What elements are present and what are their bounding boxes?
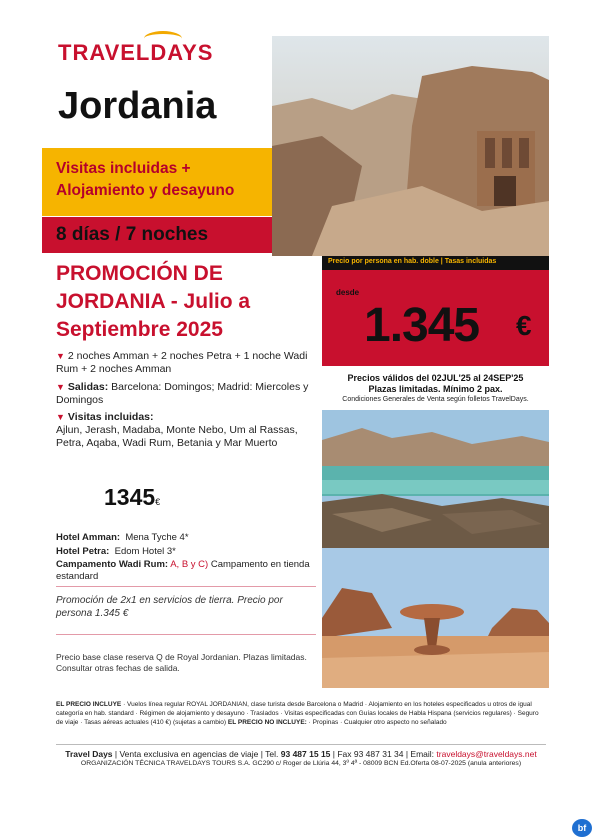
price-currency: € [516,310,532,341]
left-price: 1345€ [104,484,161,510]
footer-contact: Travel Days | Venta exclusiva en agencias de viaje | Tel. 93 487 15 15 | Fax 93 487 31 34 | Email: traveldays@traveldays.net [65,749,537,759]
price-box [322,270,549,366]
hotel-amman: Hotel Amman: Mena Tyche 4* [56,532,189,543]
highlight-line-1: Visitas incluidas + [56,160,191,177]
camp-wadi-rum: Campamento Wadi Rum: A, B y C) Campamento en tienda estandard [56,559,310,582]
triangle-bullet-icon: ▼ [56,351,65,361]
logo-text: TRAVELDAYS [58,40,214,65]
triangle-bullet-icon: ▼ [56,382,65,392]
price-info-bar: Precio por persona en hab. doble | Tasas incluidas [322,256,549,270]
duration-banner [42,217,272,253]
validity-text: Precios válidos del 02JUL'25 al 24SEP'25 Plazas limitadas. Mínimo 2 pax. [347,373,524,394]
bullet-visits: ▼ Visitas incluidas: Ajlun, Jerash, Madaba, Monte Nebo, Um al Rassas, Petra, Aqaba, Wadi Rum, Betania y Mar Muerto [56,411,298,449]
petra-image [272,36,549,256]
highlight-banner [42,148,272,216]
wadi-rum-photo [322,548,549,688]
bullet-itinerary: ▼ 2 noches Amman + 2 noches Petra + 1 noche Wadi Rum + 2 noches Amman [56,350,308,375]
footer-email-link[interactable]: traveldays@traveldays.net [436,749,537,759]
dead-sea-photo [322,410,549,548]
duration-text: 8 días / 7 noches [56,224,209,245]
destination-title: Jordania [58,85,217,127]
price-from-label: desde [336,288,360,297]
dead-sea-image [322,410,549,548]
conditions-text: Condiciones Generales de Venta según folletos TravelDays. [342,396,529,403]
bf-badge-icon[interactable]: bf [572,819,592,837]
wadi-rum-image [322,548,549,688]
included-section: EL PRECIO INCLUYE · Vuelos línea regular ROYAL JORDANIAN, clase turista desde Barcelona o Madrid · Alojamiento en los hoteles especificados u otros de igual categoría en hab. standard · Régimen de alojamiento y desayuno · Traslados · Visitas especificadas con Guías locales de Habla Hispana (servicios regulares) · Seguro de viaje · Tasas aéreas actuales (410 €) (sujetas a cambio) EL PRECIO NO INCLUYE: · Propinas · Cualquier otro aspecto no señalado [56,701,539,726]
promo-note: Promoción de 2x1 en servicios de tierra. Precio por persona 1.345 € [56,595,283,619]
triangle-bullet-icon: ▼ [56,412,65,422]
price-value: 1.345 [364,299,480,352]
petra-photo [272,36,549,256]
highlight-line-2: Alojamiento y desayuno [56,182,235,199]
bullet-departures: ▼ Salidas: Barcelona: Domingos; Madrid: Miercoles y Domingos [56,381,309,406]
hotel-petra: Hotel Petra: Edom Hotel 3* [56,546,176,557]
logo-swoosh-icon [144,31,182,46]
base-note: Precio base clase reserva Q de Royal Jordanian. Plazas limitadas. Consultar otras fechas de salida. [56,652,307,673]
divider [56,634,316,635]
footer-legal: ORGANIZACIÓN TÉCNICA TRAVELDAYS TOURS S.A. GC290 c/ Roger de Llúria 44, 3º 4ª - 08009 BCN Ed.Oferta 08-07-2025 (anula anteriores) [80,760,522,767]
promo-title: PROMOCIÓN DE JORDANIA - Julio a Septiembre 2025 [56,262,251,341]
divider [56,586,316,587]
footer-divider [56,744,546,745]
traveldays-logo [58,40,213,66]
